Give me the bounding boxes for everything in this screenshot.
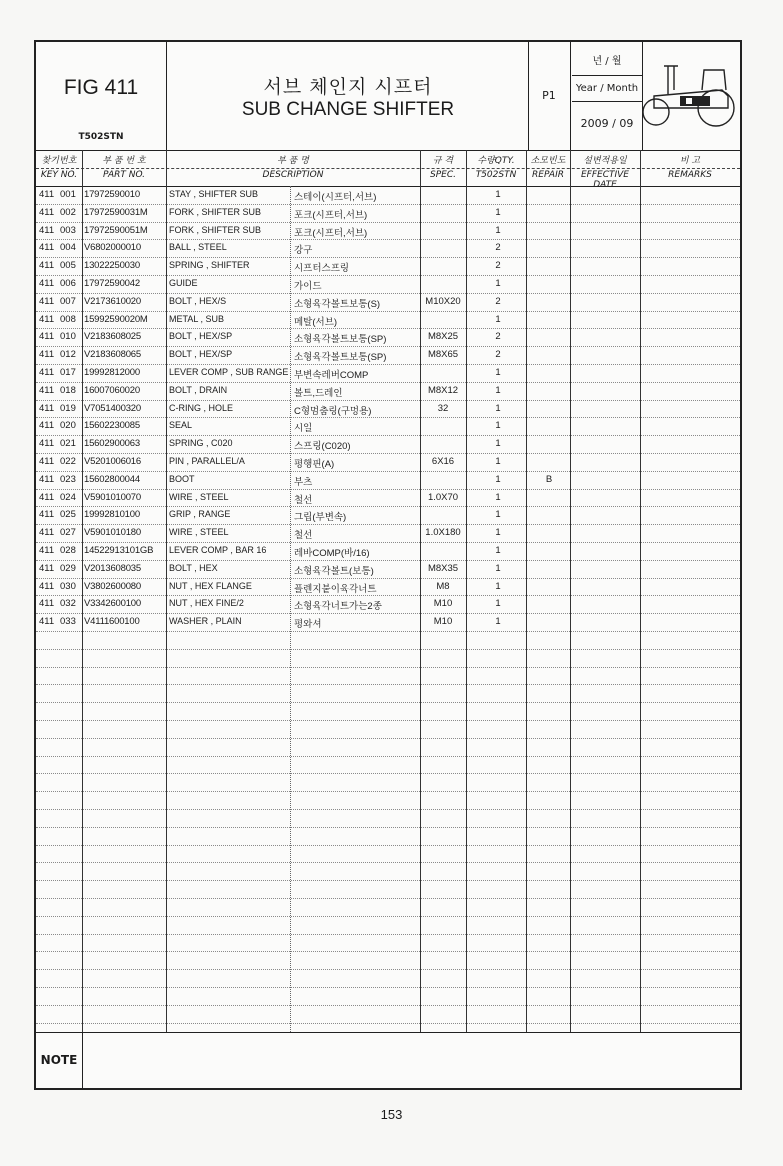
quantity: 1	[495, 278, 501, 289]
description-ko: 소형육각볼트보통(SP)	[294, 334, 387, 346]
table-row	[36, 293, 740, 311]
table-row	[36, 364, 740, 382]
key-number: 008	[60, 313, 76, 325]
part-number: 13022250030	[84, 260, 140, 272]
key-group: 411	[39, 242, 55, 254]
quantity: 1	[495, 438, 501, 450]
quantity: 1	[495, 580, 501, 592]
description-ko: 부츠	[294, 476, 313, 488]
part-number: 17972590051M	[84, 224, 148, 236]
quantity: 2	[495, 331, 501, 343]
key-group: 411	[39, 562, 55, 574]
part-number: 15992590020M	[84, 313, 148, 325]
repair-code: B	[545, 473, 553, 485]
key-number: 017	[60, 367, 76, 378]
part-number: 15602230085	[84, 420, 140, 432]
quantity: 1	[495, 420, 501, 432]
table-row	[36, 489, 740, 507]
part-number: V5901010180	[84, 527, 141, 539]
key-number: 032	[60, 598, 76, 610]
quantity: 1	[495, 224, 501, 236]
description-en: SEAL	[169, 420, 193, 431]
description-en: BOLT , HEX/SP	[169, 331, 233, 342]
description-en: BALL , STEEL	[169, 242, 227, 253]
part-number: 15602800044	[84, 473, 140, 485]
part-number: V5901010070	[84, 491, 141, 503]
key-group: 411	[39, 616, 55, 628]
table-row	[36, 400, 740, 418]
quantity: 1	[495, 527, 501, 539]
issue-date: 2009 / 09	[580, 117, 634, 130]
description-ko: 볼트,드레인	[294, 387, 343, 399]
key-number: 001	[60, 189, 76, 200]
spec: M10X20	[425, 295, 461, 307]
note-area	[36, 1032, 740, 1089]
table-row	[36, 275, 740, 293]
quantity: 1	[495, 616, 501, 628]
description-ko: 포크(시프터,서브)	[294, 209, 368, 221]
description-ko: 소형육각볼트보통(S)	[294, 298, 381, 310]
key-group: 411	[39, 349, 55, 361]
table-row	[36, 222, 740, 240]
quantity: 2	[495, 260, 501, 272]
description-en: PIN , PARALLEL/A	[169, 456, 245, 466]
key-number: 027	[60, 527, 76, 539]
key-group: 411	[39, 367, 55, 378]
table-row	[36, 382, 740, 400]
description-en: STAY , SHIFTER SUB	[169, 189, 259, 199]
key-group: 411	[39, 224, 55, 236]
key-number: 007	[60, 295, 76, 307]
part-number: V2013608035	[84, 562, 141, 574]
description-ko: C형멈춤링(구멍용)	[294, 405, 372, 417]
table-row	[36, 506, 740, 524]
description-en: METAL , SUB	[169, 313, 225, 324]
key-group: 411	[39, 206, 55, 218]
part-number: V3802600080	[84, 580, 141, 592]
table-row	[36, 524, 740, 542]
quantity: 1	[495, 402, 501, 414]
part-number: 19992810100	[84, 509, 140, 521]
title-english: SUB CHANGE SHIFTER	[241, 99, 455, 120]
key-number: 021	[60, 438, 76, 450]
description-ko: 철선	[294, 530, 313, 542]
description-en: WASHER , PLAIN	[169, 616, 242, 627]
quantity: 1	[495, 384, 501, 396]
description-ko: 시일	[294, 423, 313, 435]
table-row	[36, 542, 740, 560]
key-number: 023	[60, 473, 76, 485]
description-ko: 레바COMP(바/16)	[294, 548, 370, 559]
part-number: 17972590042	[84, 278, 140, 289]
table-row	[36, 239, 740, 257]
key-group: 411	[39, 491, 55, 503]
part-number: V5201006016	[84, 456, 141, 467]
table-row	[36, 453, 740, 471]
key-number: 006	[60, 278, 76, 289]
quantity: 1	[495, 473, 501, 485]
table-row	[36, 578, 740, 596]
description-en: SPRING , C020	[169, 438, 233, 449]
key-number: 020	[60, 420, 76, 432]
description-en: BOLT , HEX/SP	[169, 349, 233, 360]
model-name: T502STN	[78, 132, 124, 142]
description-en: LEVER COMP , SUB RANGE	[169, 367, 289, 377]
description-ko: 소형육각너트가는2종	[294, 601, 382, 613]
table-row	[36, 595, 740, 613]
key-group: 411	[39, 580, 55, 592]
description-en: NUT , HEX FLANGE	[169, 580, 252, 591]
spec: 6X16	[431, 456, 455, 467]
description-ko: 소형육각볼트(보통)	[294, 565, 374, 577]
part-number: 14522913101GB	[84, 545, 154, 556]
part-number: 16007060020	[84, 384, 140, 396]
key-number: 018	[60, 384, 76, 396]
table-row	[36, 204, 740, 222]
part-number: 15602900063	[84, 438, 140, 450]
spec: M8X35	[427, 562, 459, 574]
spec: 1.0X70	[427, 491, 459, 503]
quantity: 1	[495, 598, 501, 610]
description-ko: 부변속레버COMP	[294, 370, 369, 381]
spec: M10	[433, 598, 453, 610]
key-number: 028	[60, 545, 76, 556]
table-row	[36, 417, 740, 435]
key-number: 004	[60, 242, 76, 254]
quantity: 1	[495, 456, 501, 467]
key-group: 411	[39, 527, 55, 539]
description-en: GRIP , RANGE	[169, 509, 231, 520]
table-row	[36, 435, 740, 453]
key-group: 411	[39, 278, 55, 289]
page-number: 153	[380, 1107, 403, 1122]
part-number: 17972590010	[84, 189, 140, 200]
part-number: V2173610020	[84, 295, 141, 307]
key-number: 022	[60, 456, 76, 467]
description-ko: 메탈(서브)	[294, 316, 338, 328]
quantity: 1	[495, 562, 501, 574]
description-en: WIRE , STEEL	[169, 527, 229, 538]
key-number: 025	[60, 509, 76, 521]
description-en: BOLT , DRAIN	[169, 384, 228, 395]
spec: 1.0X180	[425, 527, 461, 539]
quantity: 1	[495, 545, 501, 556]
key-number: 024	[60, 491, 76, 503]
table-row	[36, 328, 740, 346]
table-row	[36, 186, 740, 204]
quantity: 1	[495, 206, 501, 218]
description-ko: 평행핀(A)	[294, 459, 335, 470]
table-row	[36, 613, 740, 631]
table-row	[36, 311, 740, 329]
description-ko: 플렌지붙이육각너트	[294, 583, 377, 595]
spec: 32	[437, 402, 449, 414]
table-row	[36, 346, 740, 364]
description-ko: 철선	[294, 494, 313, 506]
title-korean: 서브 체인지 시프터	[263, 76, 433, 98]
key-number: 005	[60, 260, 76, 272]
year-month-label-ko: 년 / 월	[592, 56, 622, 67]
key-group: 411	[39, 384, 55, 396]
description-ko: 시프터스프링	[294, 263, 350, 275]
quantity: 2	[495, 295, 501, 307]
key-group: 411	[39, 473, 55, 485]
description-en: BOLT , HEX	[169, 562, 218, 573]
quantity: 1	[495, 509, 501, 521]
key-group: 411	[39, 545, 55, 556]
description-en: LEVER COMP , BAR 16	[169, 545, 267, 555]
key-group: 411	[39, 598, 55, 610]
spec: M8X12	[427, 384, 459, 396]
part-number: V4111600100	[84, 616, 140, 628]
description-ko: 스프링(C020)	[294, 441, 351, 453]
table-row	[36, 560, 740, 578]
description-ko: 그립(부변속)	[294, 512, 347, 524]
key-group: 411	[39, 438, 55, 450]
table-row	[36, 471, 740, 489]
part-number: V6802000010	[84, 242, 141, 254]
year-month-label-en: Year / Month	[575, 83, 639, 94]
quantity: 1	[495, 313, 501, 325]
spec: M8	[436, 580, 450, 592]
table-row	[36, 257, 740, 275]
key-group: 411	[39, 295, 55, 307]
key-number: 003	[60, 224, 76, 236]
key-number: 012	[60, 349, 76, 361]
tractor-icon	[642, 60, 736, 132]
part-number: 17972590031M	[84, 206, 148, 218]
part-number: V3342600100	[84, 598, 141, 610]
quantity: 1	[495, 367, 501, 378]
description-ko: 가이드	[294, 281, 322, 292]
description-ko: 스테이(시프터,서브)	[294, 192, 377, 203]
spec: M10	[433, 616, 453, 628]
description-en: BOOT	[169, 473, 195, 484]
description-ko: 강구	[294, 245, 313, 257]
description-en: NUT , HEX FINE/2	[169, 598, 244, 609]
header	[36, 42, 740, 151]
key-group: 411	[39, 509, 55, 521]
part-number: 19992812000	[84, 367, 140, 378]
part-number: V2183608065	[84, 349, 141, 361]
key-group: 411	[39, 456, 55, 467]
part-number: V7051400320	[84, 402, 141, 414]
description-en: GUIDE	[169, 278, 198, 288]
quantity: 2	[495, 242, 501, 254]
key-group: 411	[39, 420, 55, 432]
key-number: 030	[60, 580, 76, 592]
description-en: FORK , SHIFTER SUB	[169, 206, 262, 217]
description-en: SPRING , SHIFTER	[169, 260, 250, 271]
spec: M8X25	[427, 331, 459, 343]
quantity: 1	[495, 189, 501, 200]
page-code: P1	[542, 89, 556, 102]
description-en: BOLT , HEX/S	[169, 295, 227, 306]
description-en: WIRE , STEEL	[169, 491, 229, 502]
description-ko: 포크(시프터,서브)	[294, 227, 368, 239]
key-number: 019	[60, 402, 76, 414]
key-group: 411	[39, 402, 55, 414]
note-label: NOTE	[36, 1032, 83, 1088]
quantity: 1	[495, 491, 501, 503]
part-number: V2183608025	[84, 331, 141, 343]
key-number: 033	[60, 616, 76, 628]
key-number: 002	[60, 206, 76, 218]
quantity: 2	[495, 349, 501, 361]
description-ko: 평와셔	[294, 619, 322, 631]
spec: M8X65	[427, 349, 459, 361]
key-number: 010	[60, 331, 76, 343]
key-number: 029	[60, 562, 76, 574]
key-group: 411	[39, 189, 55, 200]
key-group: 411	[39, 260, 55, 272]
description-ko: 소형육각볼트보통(SP)	[294, 352, 387, 364]
parts-sheet: FIG 411 T502STN 서브 체인지 시프터 SUB CHANGE SHIFTER P1 년 / 월 Year / Month 2009 / 09 찾기번호 KEY NO. 부 품 번 호 PART NO. 부 품 명 DESCRIPTION 규 격 SPEC. 수량QTY. T502STN 소모빈도 REPAIR 설변적용일 EFFECTIVE DATE 비 고 REMARKS 411 001 17972590010 STAY , SHIFTER SUB 스테이(시프터,서브) 1 411 002 17972590031M FORK , SHIFTER SUB 포크(시프터,서브) 1 411 003 17972590051M FORK , SHIFTER SUB 포크(시프터,서브) 1 411 004 V6802000010 BALL , STEEL 강구 2 411 005 13022250030 SPRING , SHIFTER 시프터스프링 2 411 006 17972590042 GUIDE 가이드 1 411 007 V2173610020 BOLT , HEX/S 소형육각볼트보통(S) M10X20 2 411 008 15992590020M METAL , SUB 메탈(서브) 1 411 010 V2183608025 BOLT , HEX/SP 소형육각볼트보통(SP) M8X25 2 411 012 V2183608065 BOLT , HEX/SP 소형육각볼트보통(SP) M8X65 2 411 017 19992812000 LEVER COMP , SUB RANGE 부변속레버COMP 1 411 018 16007060020 BOLT , DRAIN 볼트,드레인 M8X12 1 411 019 V7051400320 C-RING , HOLE C형멈춤링(구멍용) 32 1 411 020 15602230085 SEAL 시일 1 411 021 15602900063 SPRING , C020 스프링(C020) 1 411 022 V5201006016 PIN , PARALLEL/A 평행핀(A) 6X16 1 411 023 15602800044 BOOT 부츠 1 B 411 024 V5901010070 WIRE , STEEL 철선 1.0X70 1 411 025 19992810100 GRIP , RANGE 그립(부변속) 1 411 027 V5901010180 WIRE , STEEL 철선 1.0X180 1 411 028 14522913101GB LEVER COMP , BAR 16 레바COMP(바/16) 1 411 029 V2013608035 BOLT , HEX 소형육각볼트(보통) M8X35 1 411 030 V3802600080 NUT , HEX FLANGE 플렌지붙이육각너트 M8 1 411 032 V3342600100 NUT , HEX FINE/2 소형육각너트가는2종 M10 1 411 033 V4111600100 WASHER , PLAIN 평와셔 M10 1 NOTE	[34, 40, 742, 1090]
key-group: 411	[39, 313, 55, 325]
description-en: FORK , SHIFTER SUB	[169, 224, 262, 235]
key-group: 411	[39, 331, 55, 343]
description-en: C-RING , HOLE	[169, 402, 234, 413]
figure-number: FIG 411	[63, 76, 139, 99]
